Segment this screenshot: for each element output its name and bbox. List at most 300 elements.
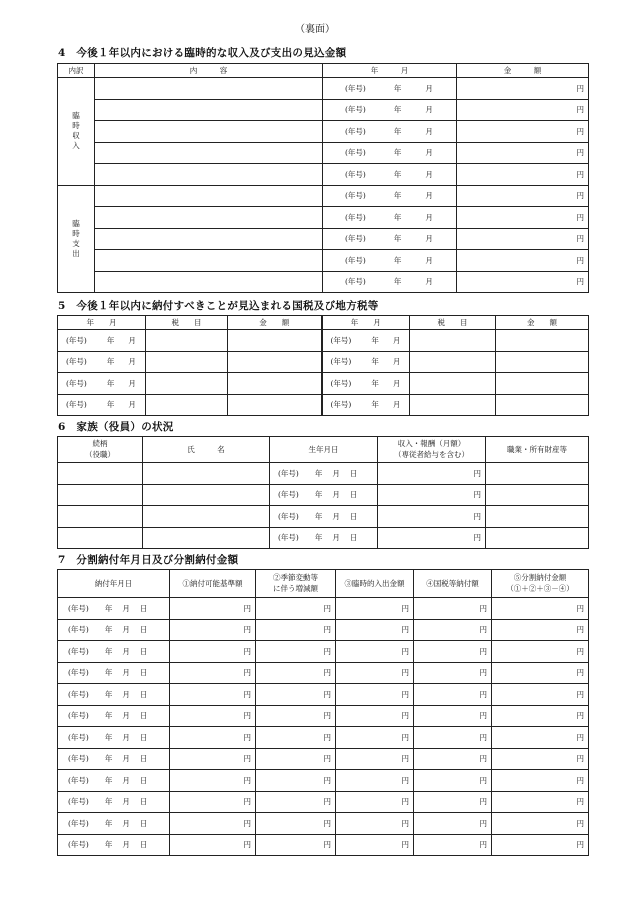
yen-label: 円 (323, 668, 331, 678)
amount-cell[interactable] (336, 662, 414, 684)
yen-label: 円 (479, 646, 487, 656)
header-yearmonth: 年 月 (322, 316, 410, 330)
yen-label: 円 (401, 711, 409, 721)
yen-label: 円 (576, 255, 584, 265)
month-label: 月 (425, 126, 433, 136)
content-cell[interactable] (95, 207, 323, 229)
section4-title: 4 今後１年以内における臨時的な収入及び支出の見込金額 (58, 47, 347, 59)
yearmonth-cell[interactable] (323, 121, 457, 143)
yearmonth-cell[interactable] (58, 330, 146, 352)
yearmonth-cell[interactable] (322, 351, 410, 373)
era-label: (年号) (66, 400, 87, 410)
day-label: 日 (139, 840, 148, 850)
amount-cell[interactable] (457, 207, 589, 229)
table-row (58, 527, 589, 549)
amount-cell[interactable] (492, 770, 589, 792)
day-label: 日 (139, 603, 148, 613)
amount-cell[interactable] (170, 813, 256, 835)
amount-cell[interactable] (256, 684, 336, 706)
yen-label: 円 (576, 840, 584, 850)
family-status-table (57, 436, 589, 549)
table-row (58, 770, 589, 792)
amount-cell[interactable] (336, 598, 414, 620)
table-header-row (58, 437, 589, 463)
yen-label: 円 (401, 625, 409, 635)
amount-cell[interactable] (492, 684, 589, 706)
yen-label: 円 (473, 468, 481, 478)
header-c5 (492, 570, 589, 598)
year-label: 年 (104, 646, 113, 656)
day-label: 日 (139, 797, 148, 807)
year-label: 年 (104, 775, 113, 785)
year-label: 年 (106, 378, 115, 388)
tax-cell[interactable] (410, 330, 496, 352)
yen-label: 円 (473, 533, 481, 543)
amount-cell[interactable] (457, 250, 589, 272)
era-label: (年号) (330, 400, 352, 410)
yen-label: 円 (473, 511, 481, 521)
yearmonth-cell[interactable] (323, 142, 457, 164)
amount-cell[interactable] (256, 619, 336, 641)
month-label: 月 (128, 357, 136, 367)
table-row (58, 207, 589, 229)
content-cell[interactable] (95, 228, 323, 250)
relation-cell[interactable] (58, 484, 143, 506)
amount-cell[interactable] (414, 727, 492, 749)
yen-label: 円 (473, 490, 481, 500)
month-label: 月 (128, 400, 136, 410)
yen-label: 円 (323, 625, 331, 635)
tax-cell[interactable] (146, 330, 228, 352)
content-cell[interactable] (95, 121, 323, 143)
yen-label: 円 (323, 689, 331, 699)
table-header-row (58, 316, 589, 330)
table-row (58, 484, 589, 506)
table-row (58, 727, 589, 749)
payment-date-cell[interactable] (58, 813, 170, 835)
table-row (58, 78, 589, 100)
content-cell[interactable] (95, 250, 323, 272)
yearmonth-cell[interactable] (323, 164, 457, 186)
year-label: 年 (393, 148, 402, 158)
yearmonth-cell[interactable] (58, 351, 146, 373)
amount-cell[interactable] (414, 619, 492, 641)
amount-cell[interactable] (457, 164, 589, 186)
payment-date-cell[interactable] (58, 619, 170, 641)
label-char: 支 (72, 238, 80, 248)
yen-label: 円 (401, 689, 409, 699)
amount-cell[interactable] (228, 330, 322, 352)
amount-cell[interactable] (414, 598, 492, 620)
yearmonth-cell[interactable] (323, 228, 457, 250)
amount-cell[interactable] (457, 271, 589, 293)
year-label: 年 (393, 277, 402, 287)
month-label: 月 (392, 400, 401, 410)
name-cell[interactable] (143, 506, 270, 528)
tax-cell[interactable] (146, 351, 228, 373)
label-char: 臨 (72, 218, 80, 228)
yearmonth-cell[interactable] (323, 207, 457, 229)
amount-cell[interactable] (336, 813, 414, 835)
yearmonth-cell[interactable] (322, 330, 410, 352)
yen-label: 円 (243, 689, 251, 699)
yearmonth-cell[interactable] (58, 394, 146, 416)
content-cell[interactable] (95, 99, 323, 121)
amount-cell[interactable] (228, 373, 322, 395)
yearmonth-cell[interactable] (323, 271, 457, 293)
header-content: 内 容 (95, 64, 323, 78)
year-label: 年 (104, 754, 113, 764)
name-cell[interactable] (143, 527, 270, 549)
yen-label: 円 (401, 754, 409, 764)
yen-label: 円 (479, 668, 487, 678)
month-label: 月 (122, 689, 130, 699)
name-cell[interactable] (143, 484, 270, 506)
content-cell[interactable] (95, 78, 323, 100)
amount-cell[interactable] (170, 619, 256, 641)
amount-cell[interactable] (414, 791, 492, 813)
yearmonth-cell[interactable] (323, 250, 457, 272)
yen-label: 円 (243, 754, 251, 764)
table-row (58, 373, 589, 395)
amount-cell[interactable] (457, 185, 589, 207)
day-label: 日 (139, 711, 148, 721)
amount-cell[interactable] (256, 598, 336, 620)
amount-cell[interactable] (414, 813, 492, 835)
yen-label: 円 (323, 754, 331, 764)
income-group-label (58, 78, 95, 186)
yen-label: 円 (576, 83, 584, 93)
label-char: 時 (72, 121, 80, 131)
table-row (58, 99, 589, 121)
amount-cell[interactable] (457, 99, 589, 121)
month-label: 月 (425, 148, 433, 158)
era-label: (年号) (345, 277, 366, 287)
name-cell[interactable] (143, 463, 270, 485)
content-cell[interactable] (95, 185, 323, 207)
content-cell[interactable] (95, 271, 323, 293)
amount-cell[interactable] (170, 791, 256, 813)
table-row (58, 250, 589, 272)
header-relation-sub: （役職） (85, 449, 115, 459)
era-label: (年号) (68, 732, 89, 742)
era-label: (年号) (278, 533, 299, 543)
header-c3: ③臨時的入出金額 (336, 570, 414, 598)
table-row (58, 834, 589, 856)
yen-label: 円 (576, 689, 584, 699)
table-row (58, 748, 589, 770)
yearmonth-cell[interactable] (323, 99, 457, 121)
tax-cell[interactable] (146, 373, 228, 395)
yen-label: 円 (401, 732, 409, 742)
header-tax: 税 目 (146, 316, 228, 330)
header-job: 職業・所有財産等 (486, 437, 589, 463)
amount-cell[interactable] (378, 484, 486, 506)
installment-payment-table (57, 569, 589, 856)
header-c5-line1: ⑤分割納付金額 (513, 573, 567, 583)
table-row (58, 598, 589, 620)
amount-cell[interactable] (378, 527, 486, 549)
amount-cell[interactable] (496, 373, 589, 395)
amount-cell[interactable] (414, 662, 492, 684)
header-kind: 内訳 (58, 64, 95, 78)
header-income-sub: （専従者給与を含む） (394, 449, 469, 459)
yen-label: 円 (576, 754, 584, 764)
table-row (58, 330, 589, 352)
tax-cell[interactable] (146, 394, 228, 416)
amount-cell[interactable] (496, 351, 589, 373)
year-label: 年 (314, 533, 323, 543)
yearmonth-cell[interactable] (322, 373, 410, 395)
year-label: 年 (393, 83, 402, 93)
amount-cell[interactable] (170, 641, 256, 663)
amount-cell[interactable] (256, 791, 336, 813)
day-label: 日 (349, 490, 358, 500)
amount-cell[interactable] (496, 394, 589, 416)
year-label: 年 (104, 668, 113, 678)
amount-cell[interactable] (170, 598, 256, 620)
birthdate-cell[interactable] (270, 463, 378, 485)
amount-cell[interactable] (492, 619, 589, 641)
yen-label: 円 (479, 711, 487, 721)
amount-cell[interactable] (170, 834, 256, 856)
yen-label: 円 (576, 668, 584, 678)
amount-cell[interactable] (170, 684, 256, 706)
table-row (58, 662, 589, 684)
birthdate-cell[interactable] (270, 506, 378, 528)
day-label: 日 (349, 533, 358, 543)
header-yearmonth: 年 月 (58, 316, 146, 330)
yen-label: 円 (243, 711, 251, 721)
yen-label: 円 (401, 818, 409, 828)
job-cell[interactable] (486, 527, 589, 549)
table-row (58, 641, 589, 663)
amount-cell[interactable] (336, 684, 414, 706)
birthdate-cell[interactable] (270, 527, 378, 549)
table-row (58, 164, 589, 186)
amount-cell[interactable] (492, 727, 589, 749)
amount-cell[interactable] (256, 705, 336, 727)
yen-label: 円 (401, 797, 409, 807)
amount-cell[interactable] (492, 834, 589, 856)
amount-cell[interactable] (256, 770, 336, 792)
era-label: (年号) (330, 378, 352, 388)
yen-label: 円 (479, 689, 487, 699)
amount-cell[interactable] (457, 228, 589, 250)
day-label: 日 (139, 625, 148, 635)
amount-cell[interactable] (457, 121, 589, 143)
month-label: 月 (122, 625, 130, 635)
month-label: 月 (128, 378, 136, 388)
yen-label: 円 (576, 797, 584, 807)
yen-label: 円 (576, 169, 584, 179)
temporary-income-expense-table (57, 63, 589, 293)
year-label: 年 (104, 689, 113, 699)
payment-date-cell[interactable] (58, 727, 170, 749)
relation-cell[interactable] (58, 506, 143, 528)
yearmonth-cell[interactable] (323, 78, 457, 100)
amount-cell[interactable] (414, 641, 492, 663)
job-cell[interactable] (486, 506, 589, 528)
yearmonth-cell[interactable] (323, 185, 457, 207)
yearmonth-cell[interactable] (322, 394, 410, 416)
tax-schedule-table (57, 315, 589, 416)
table-row (58, 684, 589, 706)
amount-cell[interactable] (170, 705, 256, 727)
amount-cell[interactable] (336, 727, 414, 749)
amount-cell[interactable] (170, 727, 256, 749)
amount-cell[interactable] (170, 662, 256, 684)
era-label: (年号) (66, 357, 87, 367)
relation-cell[interactable] (58, 527, 143, 549)
amount-cell[interactable] (457, 78, 589, 100)
job-cell[interactable] (486, 484, 589, 506)
year-label: 年 (314, 490, 323, 500)
yen-label: 円 (323, 775, 331, 785)
era-label: (年号) (345, 255, 366, 265)
amount-cell[interactable] (256, 748, 336, 770)
amount-cell[interactable] (336, 705, 414, 727)
section7-title: 7 分割納付年月日及び分割納付金額 (58, 554, 239, 566)
era-label: (年号) (345, 83, 366, 93)
content-cell[interactable] (95, 164, 323, 186)
yen-label: 円 (576, 818, 584, 828)
amount-cell[interactable] (492, 705, 589, 727)
month-label: 月 (332, 533, 340, 543)
amount-cell[interactable] (336, 791, 414, 813)
amount-cell[interactable] (336, 748, 414, 770)
content-cell[interactable] (95, 142, 323, 164)
yen-label: 円 (576, 775, 584, 785)
yen-label: 円 (401, 840, 409, 850)
birthdate-cell[interactable] (270, 484, 378, 506)
month-label: 月 (425, 169, 433, 179)
amount-cell[interactable] (378, 506, 486, 528)
yen-label: 円 (576, 732, 584, 742)
amount-cell[interactable] (256, 662, 336, 684)
amount-cell[interactable] (492, 791, 589, 813)
amount-cell[interactable] (336, 834, 414, 856)
yen-label: 円 (323, 732, 331, 742)
day-label: 日 (139, 668, 148, 678)
payment-date-cell[interactable] (58, 684, 170, 706)
yen-label: 円 (479, 797, 487, 807)
amount-cell[interactable] (492, 662, 589, 684)
amount-cell[interactable] (256, 834, 336, 856)
yen-label: 円 (479, 840, 487, 850)
payment-date-cell[interactable] (58, 641, 170, 663)
amount-cell[interactable] (414, 748, 492, 770)
table-row (58, 705, 589, 727)
amount-cell[interactable] (228, 394, 322, 416)
table-row (58, 185, 589, 207)
era-label: (年号) (278, 468, 299, 478)
payment-date-cell[interactable] (58, 662, 170, 684)
amount-cell[interactable] (492, 813, 589, 835)
tax-cell[interactable] (410, 351, 496, 373)
payment-date-cell[interactable] (58, 748, 170, 770)
yen-label: 円 (479, 603, 487, 613)
yen-label: 円 (576, 603, 584, 613)
amount-cell[interactable] (492, 598, 589, 620)
relation-cell[interactable] (58, 463, 143, 485)
year-label: 年 (393, 169, 402, 179)
amount-cell[interactable] (336, 619, 414, 641)
header-tax: 税 目 (410, 316, 496, 330)
month-label: 月 (122, 711, 130, 721)
month-label: 月 (122, 797, 130, 807)
month-label: 月 (425, 234, 433, 244)
amount-cell[interactable] (256, 727, 336, 749)
amount-cell[interactable] (336, 770, 414, 792)
amount-cell[interactable] (492, 641, 589, 663)
amount-cell[interactable] (170, 748, 256, 770)
payment-date-cell[interactable] (58, 834, 170, 856)
amount-cell[interactable] (256, 641, 336, 663)
year-label: 年 (371, 357, 379, 367)
amount-cell[interactable] (378, 463, 486, 485)
amount-cell[interactable] (170, 770, 256, 792)
payment-date-cell[interactable] (58, 791, 170, 813)
amount-cell[interactable] (228, 351, 322, 373)
header-date: 納付年月日 (58, 570, 170, 598)
section5-title: 5 今後１年以内に納付すべきことが見込まれる国税及び地方税等 (58, 300, 379, 312)
day-label: 日 (139, 732, 148, 742)
amount-cell[interactable] (414, 834, 492, 856)
job-cell[interactable] (486, 463, 589, 485)
era-label: (年号) (345, 105, 366, 115)
amount-cell[interactable] (457, 142, 589, 164)
month-label: 月 (332, 490, 340, 500)
amount-cell[interactable] (336, 641, 414, 663)
month-label: 月 (425, 105, 433, 115)
year-label: 年 (104, 732, 113, 742)
amount-cell[interactable] (492, 748, 589, 770)
yen-label: 円 (479, 625, 487, 635)
payment-date-cell[interactable] (58, 598, 170, 620)
tax-cell[interactable] (410, 373, 496, 395)
header-c5-line2: （①＋②＋③－④） (506, 583, 574, 593)
payment-date-cell[interactable] (58, 770, 170, 792)
header-amount: 金 額 (228, 316, 322, 330)
month-label: 月 (122, 818, 130, 828)
era-label: (年号) (68, 775, 89, 785)
year-label: 年 (393, 234, 402, 244)
tax-cell[interactable] (410, 394, 496, 416)
yen-label: 円 (576, 277, 584, 287)
amount-cell[interactable] (256, 813, 336, 835)
era-label: (年号) (68, 711, 89, 721)
header-c1: ①納付可能基準額 (170, 570, 256, 598)
year-label: 年 (314, 468, 323, 478)
month-label: 月 (332, 511, 340, 521)
amount-cell[interactable] (414, 770, 492, 792)
amount-cell[interactable] (496, 330, 589, 352)
payment-date-cell[interactable] (58, 705, 170, 727)
yen-label: 円 (576, 646, 584, 656)
era-label: (年号) (66, 378, 87, 388)
table-row (58, 791, 589, 813)
year-label: 年 (104, 797, 113, 807)
amount-cell[interactable] (414, 684, 492, 706)
label-char: 収 (72, 131, 80, 141)
yen-label: 円 (401, 646, 409, 656)
yearmonth-cell[interactable] (58, 373, 146, 395)
amount-cell[interactable] (414, 705, 492, 727)
yen-label: 円 (243, 625, 251, 635)
header-amount: 金 額 (457, 64, 589, 78)
era-label: (年号) (68, 797, 89, 807)
